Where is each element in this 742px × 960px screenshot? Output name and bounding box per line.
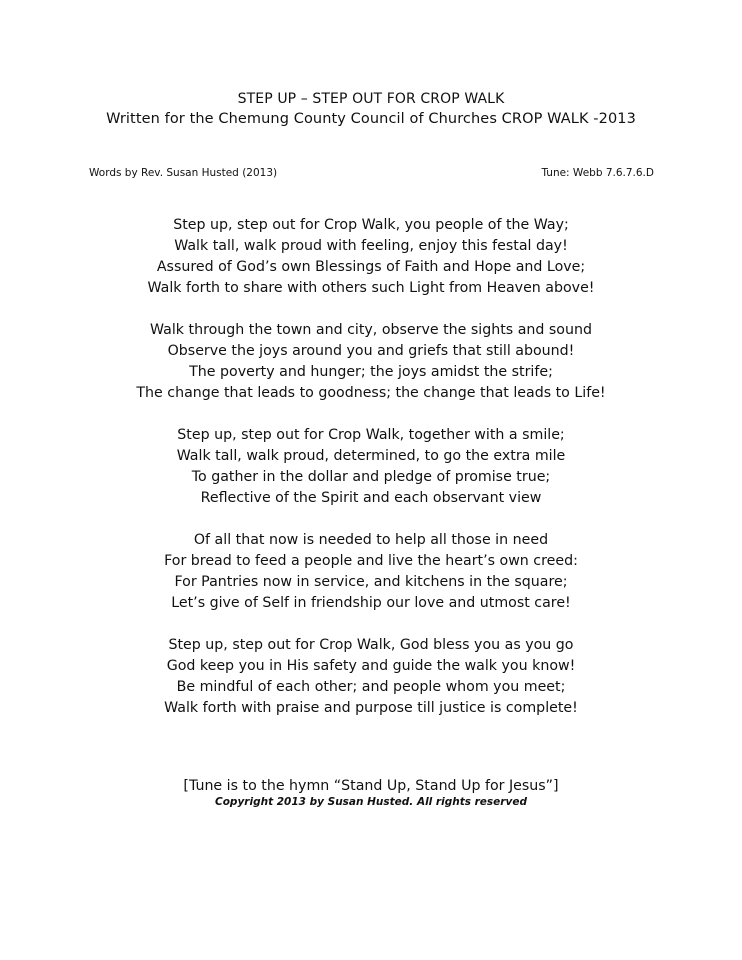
verse-line: Walk forth with praise and purpose till justice is complete! [164,700,578,716]
document-title: STEP UP – STEP OUT FOR CROP WALK [237,91,505,107]
verse-line: Of all that now is needed to help all those in need [193,532,549,548]
verse-line: Let’s give of Self in friendship our love and utmost care! [171,595,571,611]
verse-line: Step up, step out for Crop Walk, God bless you as you go [168,637,574,653]
verse-line: Walk forth to share with others such Light from Heaven above! [147,280,595,296]
verse-line: Walk through the town and city, observe the sights and sound [150,322,592,338]
document-subtitle: Written for the Chemung County Council of Churches CROP WALK -2013 [106,111,636,127]
stanza-3 [0,425,742,509]
verse-line: For bread to feed a people and live the heart’s own creed: [164,553,578,569]
verse-line: Walk tall, walk proud with feeling, enjoy this festal day! [174,238,568,254]
verse-line: Step up, step out for Crop Walk, together with a smile; [177,427,565,443]
verse-line: Be mindful of each other; and people whom you meet; [176,679,566,695]
verse-line: God keep you in His safety and guide the walk you know! [166,658,576,674]
tune-credit: Tune: Webb 7.6.7.6.D [541,167,654,179]
verse-line: The poverty and hunger; the joys amidst the strife; [189,364,553,380]
verse-line: Step up, step out for Crop Walk, you people of the Way; [173,217,569,233]
stanza-5 [0,635,742,719]
verse-line: Walk tall, walk proud, determined, to go the extra mile [176,448,566,464]
verse-line: To gather in the dollar and pledge of promise true; [191,469,551,485]
stanza-1 [0,215,742,299]
verse-line: The change that leads to goodness; the change that leads to Life! [136,385,606,401]
hymn-verses [0,215,742,740]
verse-line: Reflective of the Spirit and each observant view [200,490,542,506]
stanza-4 [0,530,742,614]
stanza-2 [0,320,742,404]
author-credit: Words by Rev. Susan Husted (2013) [89,167,278,179]
verse-line: For Pantries now in service, and kitchens in the square; [174,574,568,590]
verse-line: Assured of God’s own Blessings of Faith and Hope and Love; [156,259,586,275]
tune-note: [Tune is to the hymn “Stand Up, Stand Up for Jesus”] [183,778,559,794]
copyright-notice: Copyright 2013 by Susan Husted. All rights reserved [215,796,527,808]
verse-line: Observe the joys around you and griefs that still abound! [167,343,575,359]
